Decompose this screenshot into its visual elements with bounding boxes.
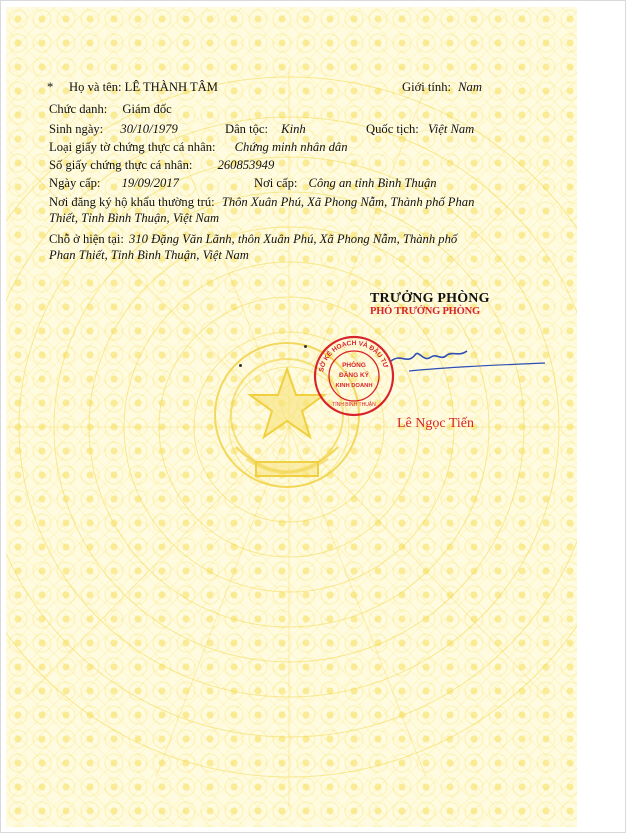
gender-label: Giới tính: — [402, 80, 451, 94]
certificate-page — [6, 7, 577, 827]
stamp-center-line2: ĐĂNG KÝ — [339, 372, 369, 379]
signer-subtitle: PHÓ TRƯỞNG PHÒNG — [370, 306, 480, 317]
name-value: LÊ THÀNH TÂM — [124, 80, 218, 94]
official-stamp — [313, 335, 395, 417]
residence-value-line2: Thiết, Tỉnh Bình Thuận, Việt Nam — [49, 211, 220, 225]
current-label: Chỗ ở hiện tại: — [49, 232, 124, 246]
dob-label: Sinh ngày: — [49, 122, 104, 136]
signer-name: Lê Ngọc Tiến — [397, 416, 474, 431]
bullet-mark: * — [47, 80, 54, 94]
residence-value-line1: Thôn Xuân Phú, Xã Phong Nẫm, Thành phố Phan — [221, 195, 475, 209]
position-label: Chức danh: — [49, 102, 108, 116]
signer-title: TRƯỞNG PHÒNG — [370, 291, 490, 306]
residence-row — [49, 195, 474, 210]
stamp-bottom-text: TỈNH BÌNH THUẬN — [332, 402, 376, 408]
gender-row — [402, 80, 482, 95]
id-number-value: 260853949 — [217, 158, 275, 172]
id-number-label: Số giấy chứng thực cá nhân: — [49, 158, 193, 172]
dob-row — [49, 122, 178, 137]
current-value-line1: 310 Đặng Văn Lãnh, thôn Xuân Phú, Xã Phong Nẫm, Thành phố — [129, 232, 458, 246]
stamp-ring-text: SỞ KẾ HOẠCH VÀ ĐẦU TƯ — [318, 339, 389, 373]
issue-date-label: Ngày cấp: — [49, 176, 101, 190]
nationality-label: Quốc tịch: — [366, 122, 419, 136]
issue-date-row — [49, 176, 179, 191]
id-type-value: Chứng minh nhân dân — [234, 140, 348, 154]
position-value: Giám đốc — [122, 102, 172, 116]
current-address-row — [49, 232, 457, 247]
name-label: Họ và tên: — [69, 80, 122, 94]
ethnicity-value: Kinh — [281, 122, 306, 136]
nationality-row — [366, 122, 474, 137]
issue-date-value: 19/09/2017 — [121, 176, 179, 190]
handwritten-signature — [389, 343, 549, 383]
dob-value: 30/10/1979 — [120, 122, 178, 136]
position-row — [49, 102, 172, 117]
stamp-center-line3: KINH DOANH — [335, 383, 373, 389]
issue-place-row — [254, 176, 437, 191]
stamp-center-line1: PHÒNG — [342, 362, 366, 369]
id-number-row — [49, 158, 274, 173]
issue-place-label: Nơi cấp: — [254, 176, 298, 190]
current-value-line2: Phan Thiết, Tỉnh Bình Thuận, Việt Nam — [49, 248, 249, 262]
speck-mark — [304, 345, 307, 348]
nationality-value: Việt Nam — [427, 122, 475, 136]
id-type-label: Loại giấy tờ chứng thực cá nhân: — [49, 140, 216, 154]
id-type-row — [49, 140, 348, 155]
speck-mark — [239, 364, 242, 367]
name-row — [47, 80, 218, 95]
gender-value: Nam — [458, 80, 482, 94]
ethnicity-label: Dân tộc: — [225, 122, 269, 136]
residence-label: Nơi đăng ký hộ khẩu thường trú: — [49, 195, 215, 209]
issue-place-value: Công an tỉnh Bình Thuận — [308, 176, 437, 190]
ethnicity-row — [225, 122, 306, 137]
